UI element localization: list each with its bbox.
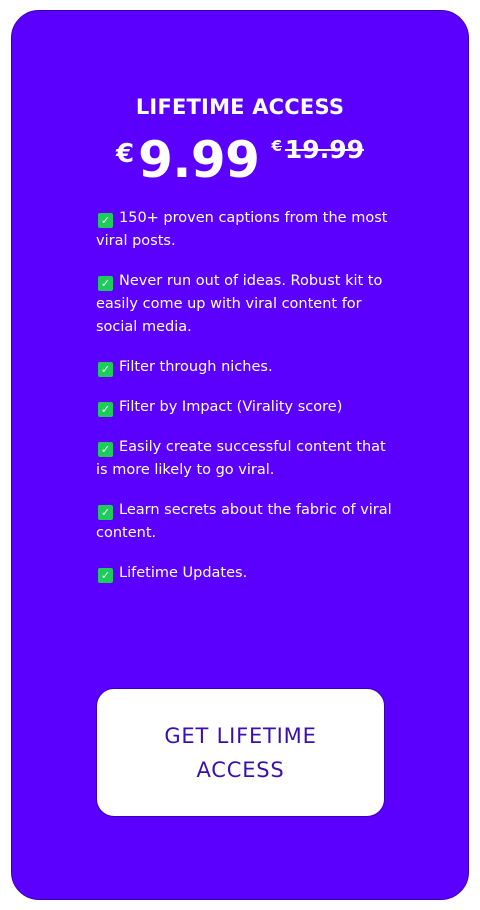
feature-item: [96, 436, 396, 482]
cta-label: GET LIFETIME ACCESS: [164, 723, 317, 782]
plan-title: LIFETIME ACCESS: [135, 95, 345, 119]
feature-text: Learn secrets about the fabric of viral content.: [96, 502, 392, 541]
feature-text: Never run out of ideas. Robust kit to easily come up with viral content for social media.: [96, 273, 383, 335]
feature-text: Lifetime Updates.: [119, 565, 248, 581]
feature-item: [96, 356, 396, 379]
old-price: 19.99: [284, 135, 364, 164]
feature-item: [96, 207, 396, 253]
check-box-icon: ✓: [98, 276, 113, 291]
feature-text: Easily create successful content that is more likely to go viral.: [96, 439, 386, 478]
check-box-icon: ✓: [98, 213, 113, 228]
feature-text: Filter through niches.: [119, 359, 273, 375]
check-box-icon: ✓: [98, 442, 113, 457]
feature-text: Filter by Impact (Virality score): [119, 399, 343, 415]
check-box-icon: ✓: [98, 505, 113, 520]
get-lifetime-access-button[interactable]: [96, 688, 385, 817]
current-price: 9.99: [138, 131, 260, 189]
price-row: [12, 131, 468, 189]
check-box-icon: ✓: [98, 362, 113, 377]
feature-item: [96, 499, 396, 545]
feature-list: [96, 207, 396, 602]
price-currency: €: [116, 139, 135, 169]
feature-item: [96, 562, 396, 585]
pricing-card: [11, 10, 469, 900]
check-box-icon: ✓: [98, 568, 113, 583]
feature-text: 150+ proven captions from the most viral posts.: [96, 210, 388, 249]
old-price-currency: €: [271, 137, 282, 155]
feature-item: [96, 396, 396, 419]
feature-item: [96, 270, 396, 339]
check-box-icon: ✓: [98, 402, 113, 417]
old-price-group: [271, 135, 364, 164]
